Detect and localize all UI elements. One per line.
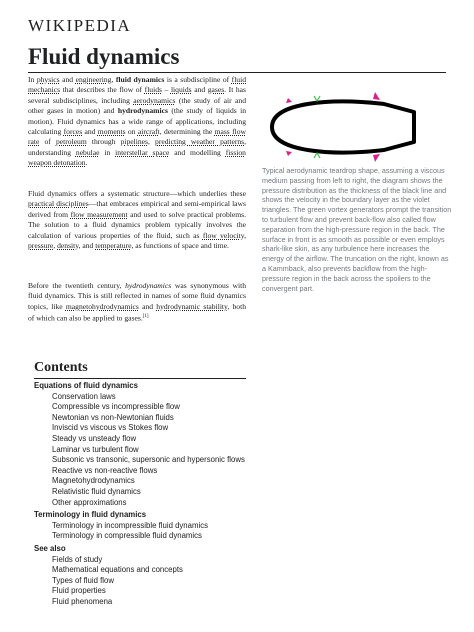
intro-paragraph-3: Before the twentieth century, hydrodynamics was synonymous with fluid dynamics. This is still reflected in names of some fluid dynamics topics, like magnetohydrodynamics and hydrodynamic stability, both of which can also be applied to gases.[1] [28, 281, 246, 323]
italic-term: hydrodynamics [125, 281, 172, 290]
article-link[interactable]: forces [63, 127, 83, 137]
article-link[interactable]: mass flow rate [28, 127, 246, 147]
toc-item-link[interactable]: Inviscid vs viscous vs Stokes flow [52, 423, 169, 433]
article-link[interactable]: petroleum [55, 137, 87, 147]
article-link[interactable]: pipelines [120, 137, 149, 147]
toc-item-link[interactable]: Relativistic fluid dynamics [52, 486, 141, 496]
figure-caption: Typical aerodynamic teardrop shape, assuming a viscous medium passing from left to right, the diagram shows the pressure distribution as the thickness of the black line and shows the velocity in the boundary layer as the violet triangles. The green vortex generators prompt the transition to turbulent flow and prevent back-flow also called flow separation from the high-pressure region in the back. The surface in front is as smooth as possible or even employs shark-like skin, as any turbulence here increases the energy of the airflow. The truncation on the right, known as a Kammback, also prevents backflow from the high-pressure region in the back across the spoilers to the convergent part. [262, 166, 452, 293]
page-title: Fluid dynamics [28, 44, 180, 69]
toc-item-link[interactable]: Steady vs unsteady flow [52, 433, 137, 443]
article-link[interactable]: practical disciplines [28, 199, 89, 209]
toc-item-link[interactable]: Magnetohydrodynamics [52, 476, 135, 486]
title-divider [28, 72, 446, 73]
wikipedia-wordmark: WIKIPEDIA [28, 16, 132, 35]
article-link[interactable]: hydrodynamic stability [156, 301, 228, 311]
toc-item-link[interactable]: Other approximations [52, 497, 127, 507]
vortex-generator-bottom [314, 153, 320, 158]
contents-divider [34, 378, 246, 379]
article-link[interactable]: engineering [75, 75, 112, 84]
toc-item-link[interactable]: Fields of study [52, 554, 103, 564]
velocity-triangle-bottom-right [373, 154, 380, 162]
article-link[interactable]: pressure [28, 241, 54, 251]
toc-section-link[interactable]: Terminology in fluid dynamics [34, 510, 147, 520]
bold-term: fluid dynamics [115, 75, 165, 84]
toc-item-link[interactable]: Laminar vs turbulent flow [52, 444, 139, 454]
article-link[interactable]: aerodynamics [133, 95, 176, 105]
vortex-generator-top [314, 96, 320, 101]
intro-paragraph-2: Fluid dynamics offers a systematic structure—which underlies these practical disciplines—that embraces empirical and semi-empirical laws derived from flow measurement and used to solve practical problems. The solution to a fluid dynamics problem typically involves the calculation of various properties of the fluid, such as flow velocity, pressure, density, and temperature, as functions of space and time. [28, 189, 246, 251]
toc-item-link[interactable]: Subsonic vs transonic, supersonic and hypersonic flows [52, 455, 245, 465]
toc-item-link[interactable]: Reactive vs non-reactive flows [52, 465, 158, 475]
toc-section-link[interactable]: See also [34, 543, 66, 553]
article-link[interactable]: liquids [170, 85, 192, 95]
teardrop-outline [272, 102, 414, 153]
article-link[interactable]: density [57, 241, 79, 251]
article-link[interactable]: nebulae [75, 147, 100, 157]
toc-item-link[interactable]: Compressible vs incompressible flow [52, 402, 180, 412]
article-link[interactable]: temperature [95, 241, 132, 251]
toc-item-link[interactable]: Terminology in compressible fluid dynamics [52, 531, 202, 541]
citation-link[interactable]: [1] [142, 314, 149, 320]
toc-section-link[interactable]: Equations of fluid dynamics [34, 381, 138, 390]
toc-item-link[interactable]: Mathematical equations and concepts [52, 565, 183, 575]
bold-term: hydrodynamics [117, 106, 168, 116]
intro-paragraph-1: In physics and engineering, fluid dynamics is a subdiscipline of fluid mechanics that describes the flow of fluids – liquids and gases. It has several subdisciplines, including aerodynamics (the study of air and other gases in motion) and hydrodynamics (the study of liquids in motion). Fluid dynamics has a wide range of applications, including calculating forces and moments on aircraft, determining the mass flow rate of petroleum through pipelines, predicting weather patterns, understanding nebulae in interstellar space and modelling fission weapon detonation. [28, 75, 247, 168]
article-link[interactable]: aircraft [137, 127, 160, 137]
teardrop-diagram [262, 90, 448, 164]
article-link[interactable]: flow velocity [202, 230, 245, 240]
article-link[interactable]: fluid mechanics [28, 75, 247, 95]
article-link[interactable]: flow measurement [70, 209, 128, 219]
article-link[interactable]: gases [207, 85, 225, 95]
article-link[interactable]: moments [97, 127, 126, 137]
article-link[interactable]: interstellar space [115, 147, 170, 157]
toc-item-link[interactable]: Terminology in incompressible fluid dynamics [52, 520, 209, 530]
article-link[interactable]: predicting weather patterns [155, 137, 245, 147]
toc-item-link[interactable]: Newtonian vs non-Newtonian fluids [52, 412, 174, 422]
toc-item-link[interactable]: Types of fluid flow [52, 575, 114, 585]
velocity-triangle-top-left [286, 98, 292, 103]
velocity-triangle-top-right [373, 92, 380, 100]
toc-item-link[interactable]: Conservation laws [52, 391, 116, 401]
velocity-triangle-bottom-left [286, 151, 292, 156]
toc-item-link[interactable]: Fluid phenomena [52, 596, 113, 606]
article-link[interactable]: fission weapon detonation [28, 147, 246, 168]
table-of-contents [34, 381, 334, 607]
toc-item-link[interactable]: Fluid properties [52, 586, 106, 596]
article-link[interactable]: physics [36, 75, 60, 84]
article-link[interactable]: magnetohydrodynamics [65, 301, 139, 311]
contents-heading: Contents [34, 360, 88, 375]
article-link[interactable]: fluids [144, 85, 162, 95]
